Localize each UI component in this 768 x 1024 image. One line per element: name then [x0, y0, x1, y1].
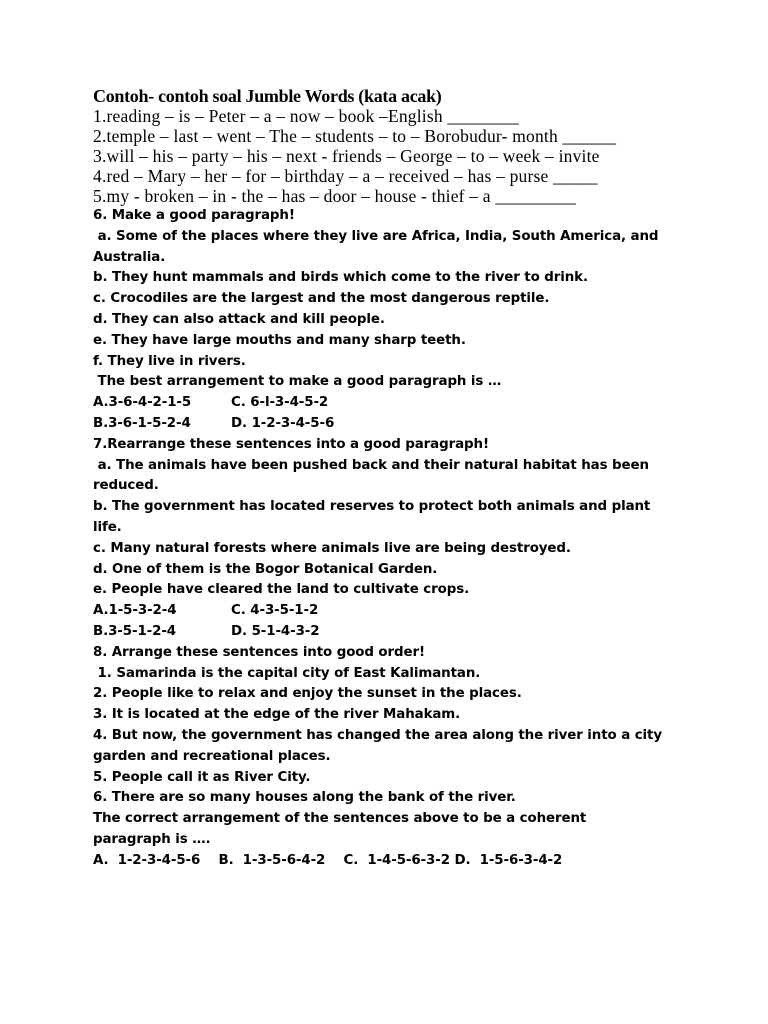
question-7: [93, 435, 693, 643]
q8-item-6: 6. There are so many houses along the bank of the river.: [93, 790, 516, 806]
q6-option-a: A.3-6-4-2-1-5: [93, 395, 192, 411]
q8-question: The correct arrangement of the sentences above to be a coherent paragraph is ….: [93, 811, 587, 847]
q7-item-c: c. Many natural forests where animals live are being destroyed.: [93, 540, 571, 556]
q7-option-a: A.1-5-3-2-4: [93, 603, 177, 619]
q6-option-d: D. 1-2-3-4-5-6: [231, 415, 335, 431]
q8-item-4: 4. But now, the government has changed the area along the river into a city garden and recreational places.: [93, 727, 662, 764]
q7-option-c: C. 4-3-5-1-2: [231, 603, 319, 619]
q8-item-2: 2. People like to relax and enjoy the sunset in the places.: [93, 686, 522, 702]
question-8: [93, 643, 693, 872]
q6-item-d: d. They can also attack and kill people.: [93, 311, 385, 327]
q6-option-c: C. 6-l-3-4-5-2: [231, 395, 329, 411]
q6-question: The best arrangement to make a good paragraph is …: [93, 374, 502, 390]
q6-item-f: f. They live in rivers.: [93, 353, 246, 369]
q7-options-row-1: [93, 601, 693, 622]
q6-item-b: b. They hunt mammals and birds which come to the river to drink.: [93, 270, 588, 286]
q7-option-b: B.3-5-1-2-4: [93, 623, 177, 639]
q6-options-row-1: [93, 393, 693, 414]
jumble-item-2: 2.temple – last – went – The – students – to – Borobudur- month ______: [93, 126, 617, 146]
q8-item-1: 1. Samarinda is the capital city of East Kalimantan.: [93, 665, 481, 681]
jumble-item-1: 1.reading – is – Peter – a – now – book –English ________: [93, 106, 520, 126]
q7-item-e: e. People have cleared the land to cultivate crops.: [93, 582, 470, 598]
q7-heading: 7.Rearrange these sentences into a good paragraph!: [93, 436, 489, 452]
q8-heading: 8. Arrange these sentences into good order!: [93, 644, 426, 660]
q7-item-b: b. The government has located reserves to protect both animals and plant life.: [93, 499, 651, 535]
document-title: Contoh- contoh soal Jumble Words (kata acak): [93, 86, 442, 106]
q6-options-row-2: [93, 414, 693, 435]
q7-item-a: a. The animals have been pushed back and their natural habitat has been reduced.: [93, 457, 654, 494]
q8-item-3: 3. It is located at the edge of the river Mahakam.: [93, 707, 461, 723]
q6-item-c: c. Crocodiles are the largest and the most dangerous reptile.: [93, 291, 550, 307]
q6-option-b: B.3-6-1-5-2-4: [93, 415, 191, 431]
q7-option-d: D. 5-1-4-3-2: [231, 623, 320, 639]
jumble-item-4: 4.red – Mary – her – for – birthday – a – received – has – purse _____: [93, 166, 598, 186]
jumble-item-5: 5.my - broken – in - the – has – door – house - thief – a _________: [93, 186, 576, 206]
q7-options-row-2: [93, 622, 693, 643]
q6-item-a: a. Some of the places where they live are Africa, India, South America, and Australia.: [93, 228, 663, 265]
q8-item-5: 5. People call it as River City.: [93, 769, 311, 785]
jumble-words-list: [93, 106, 693, 206]
document-page: [93, 86, 693, 872]
q8-options: A. 1-2-3-4-5-6 B. 1-3-5-6-4-2 C. 1-4-5-6-3-2 D. 1-5-6-3-4-2: [93, 852, 563, 868]
jumble-item-3: 3.will – his – party – his – next - friends – George – to – week – invite: [93, 146, 600, 166]
question-6: [93, 206, 693, 435]
q6-item-e: e. They have large mouths and many sharp teeth.: [93, 332, 466, 348]
q7-item-d: d. One of them is the Bogor Botanical Garden.: [93, 561, 438, 577]
q6-heading: 6. Make a good paragraph!: [93, 208, 295, 223]
